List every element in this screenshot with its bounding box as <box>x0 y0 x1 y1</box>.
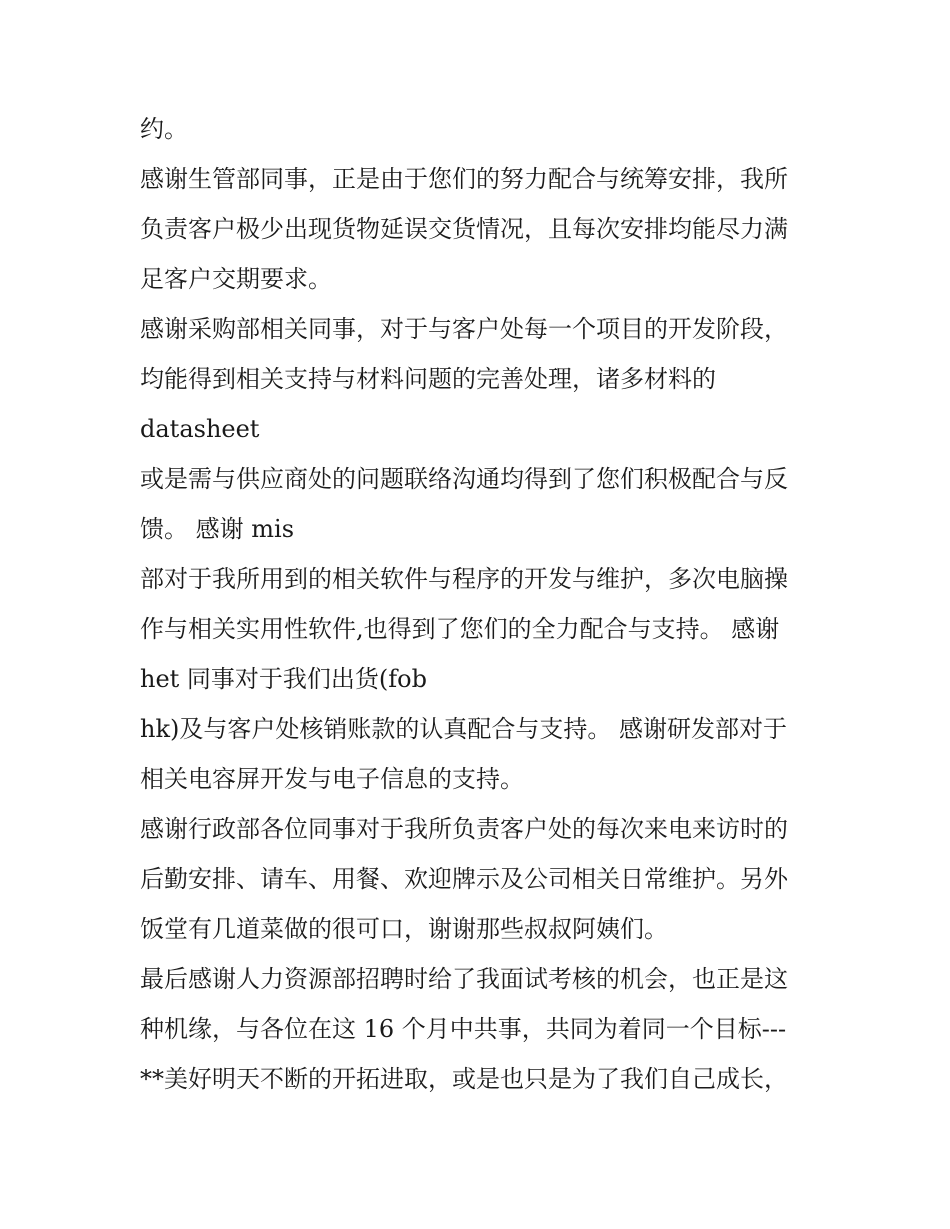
text-line: 感谢行政部各位同事对于我所负责客户处的每次来电来访时的 <box>140 815 788 843</box>
text-line: 作与相关实用性软件,也得到了您们的全力配合与支持。 感谢 <box>140 615 780 643</box>
text-line: het 同事对于我们出货(fob <box>140 665 427 693</box>
text-line: 相关电容屏开发与电子信息的支持。 <box>140 765 524 793</box>
text-line: 部对于我所用到的相关软件与程序的开发与维护，多次电脑操 <box>140 565 788 593</box>
text-line: 足客户交期要求。 <box>140 265 332 293</box>
text-line: 最后感谢人力资源部招聘时给了我面试考核的机会，也正是这 <box>140 965 788 993</box>
text-line: datasheet <box>140 415 260 443</box>
text-line: 或是需与供应商处的问题联络沟通均得到了您们积极配合与反 <box>140 465 788 493</box>
text-line: 馈。 感谢 mis <box>140 515 295 543</box>
text-line: 均能得到相关支持与材料问题的完善处理，诸多材料的 <box>140 365 716 393</box>
text-line: 感谢生管部同事，正是由于您们的努力配合与统筹安排，我所 <box>140 165 788 193</box>
text-line: **美好明天不断的开拓进取，或是也只是为了我们自己成长， <box>140 1065 788 1093</box>
document-body <box>140 104 820 1104</box>
text-line: 种机缘，与各位在这 16 个月中共事，共同为着同一个目标--- <box>140 1015 787 1043</box>
text-line: hk)及与客户处核销账款的认真配合与支持。 感谢研发部对于 <box>140 715 787 743</box>
text-line: 感谢采购部相关同事，对于与客户处每一个项目的开发阶段， <box>140 315 788 343</box>
text-line: 后勤安排、请车、用餐、欢迎牌示及公司相关日常维护。另外 <box>140 865 788 893</box>
text-line: 负责客户极少出现货物延误交货情况，且每次安排均能尽力满 <box>140 215 788 243</box>
text-line: 饭堂有几道菜做的很可口，谢谢那些叔叔阿姨们。 <box>140 915 668 943</box>
text-line: 约。 <box>140 115 188 143</box>
